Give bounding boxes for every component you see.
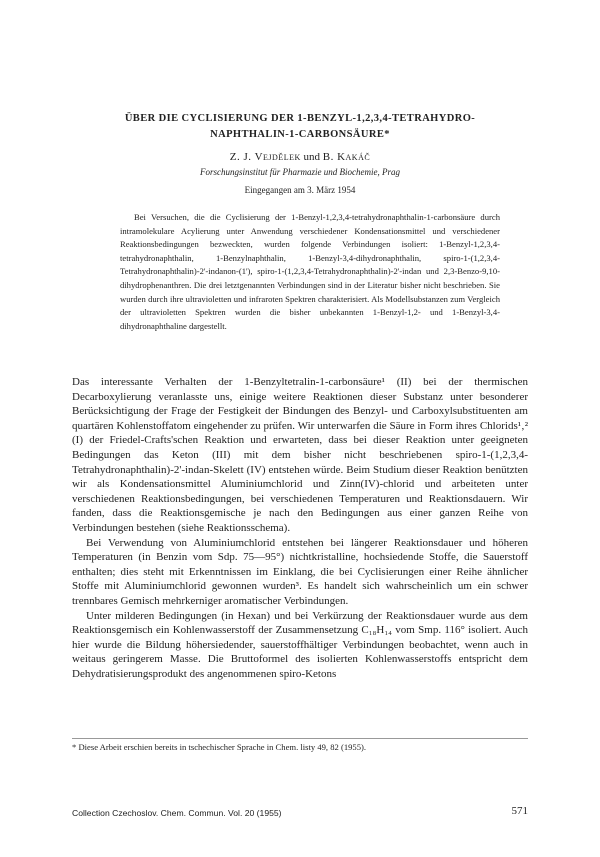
author-line (90, 150, 510, 164)
paragraph-2: Bei Verwendung von Aluminiumchlorid entstehen bei längerer Reaktionsdauer und höheren Temperaturen (in Benzin vom Sdp. 75—95°) nichtkristalline, hochsiedende Stoffe, die Sauerstoff enthalten; dies steht mit Erkenntnissen im Einklang, die bei Cyclisierungen einer Reihe ähnlicher Stoffe mit Aluminiumchlorid gewonnen wurden³. Es handelt sich wahrscheinlich um ein schwer trennbares Gemisch mehrkerniger aromatischer Verbindungen. (72, 536, 528, 607)
abstract: Bei Versuchen, die die Cyclisierung der 1-Benzyl-1,2,3,4-tetrahydronaphthalin-1-carbonsäure durch intramolekulare Acylierung unter Anwendung verschiedener Kondensationsmittel und verschiedener Reaktionsbedingungen bezweckten, wurden folgende Verbindungen isoliert: 1-Benzyl-1,2,3,4-tetrahydronaphthalin, 1-Benzylnaphthalin, 1-Benzyl-3,4-dihydronaphthalin, spiro-1-(1,2,3,4-Tetrahydronaphthalin)-2'-indanon-(1'), spiro-1-(1,2,3,4-Tetrahydronaphthalin)-2'-indan und 2,3-Benzo-9,10-dihydrophenanthren. Die drei letztgenannten Verbindungen sind in der Literatur bisher nicht beschrieben. Sie wurden durch ihre ultravioletten und infraroten Spektren charakterisiert. Als Modellsubstanzen zum Vergleich der ultravioletten Spektren wurden die bisher unbekannten 1-Benzyl-1,2- und 1-Benzyl-3,4-dihydronaphthaline dargestellt. (120, 212, 500, 331)
affiliation: Forschungsinstitut für Pharmazie und Biochemie, Prag (200, 167, 400, 177)
author-2: B. Kakáč (322, 151, 371, 163)
footnote-divider (72, 738, 528, 739)
article-title (90, 111, 510, 143)
paragraph-3: Unter milderen Bedingungen (in Hexan) und bei Verkürzung der Reaktionsdauer wurde aus dem Reaktionsgemisch ein Kohlenwasserstoff der Zusammensetzung C₁₈H₁₄ vom Smp. 116° isoliert. Auch hier wurde die Bildung höhersiedender, sauerstoffhältiger Verbindungen beobachtet, wenn auch in weitaus geringerem Masse. Die Bruttoformel des isolierten Kohlenwasserstoffs entspricht dem Dehydratisierungsprodukt des angenommenen spiro-Ketons (72, 609, 528, 680)
title-line-1: ÜBER DIE CYCLISIERUNG DER 1-BENZYL-1,2,3,4-TETRAHYDRO- (124, 113, 476, 124)
page-number: 571 (511, 805, 528, 817)
received-date: Eingegangen am 3. März 1954 (244, 185, 356, 195)
journal-citation: Collection Czechoslov. Chem. Commun. Vol. 20 (1955) (72, 808, 282, 818)
author-1: Z. J. Vejdělek (229, 151, 301, 163)
body-text (72, 375, 528, 681)
title-line-2: NAPHTHALIN-1-CARBONSÄURE* (210, 129, 390, 140)
paragraph-1: Das interessante Verhalten der 1-Benzyltetralin-1-carbonsäure¹ (II) bei der thermischen Decarboxylierung veranlasste uns, einige weitere Reaktionen dieser Substanz unter besonderer Berücksichtigung der Frage der Festigkeit der Bindungen des Benzyl- und Carboxylsubstituenten am quartären Kohlenstoffatom eingehender zu prüfen. Wir unterwarfen die Säure in Form ihres Chlorids¹‚² (I) der Friedel-Crafts'schen Reaktion und erwarteten, dass bei dieser Reaktion unter geeigneten Bedingungen das Keton (III) mit dem bisher nicht beschriebenen spiro-1-(1,2,3,4-Tetrahydronaphthalin)-2'-indan-Skelett (IV) entstehen würde. Beim Studium dieser Reaktion benützten wir als Kondensationsmittel Aluminiumchlorid und Zinn(IV)-chlorid und arbeiteten unter verschiedenen Reaktionsbedingungen, bei verschiedenen Temperaturen und Reaktionsdauern. Wir fanden, dass die Reaktionsgemische je nach den Bedingungen aus einer ganzen Reihe von Verbindungen bestehen (siehe Reaktionsschema). (72, 376, 528, 534)
author-separator: und (300, 151, 323, 163)
footnote: * Diese Arbeit erschien bereits in tschechischer Sprache in Chem. listy 49, 82 (1955). (72, 742, 367, 752)
